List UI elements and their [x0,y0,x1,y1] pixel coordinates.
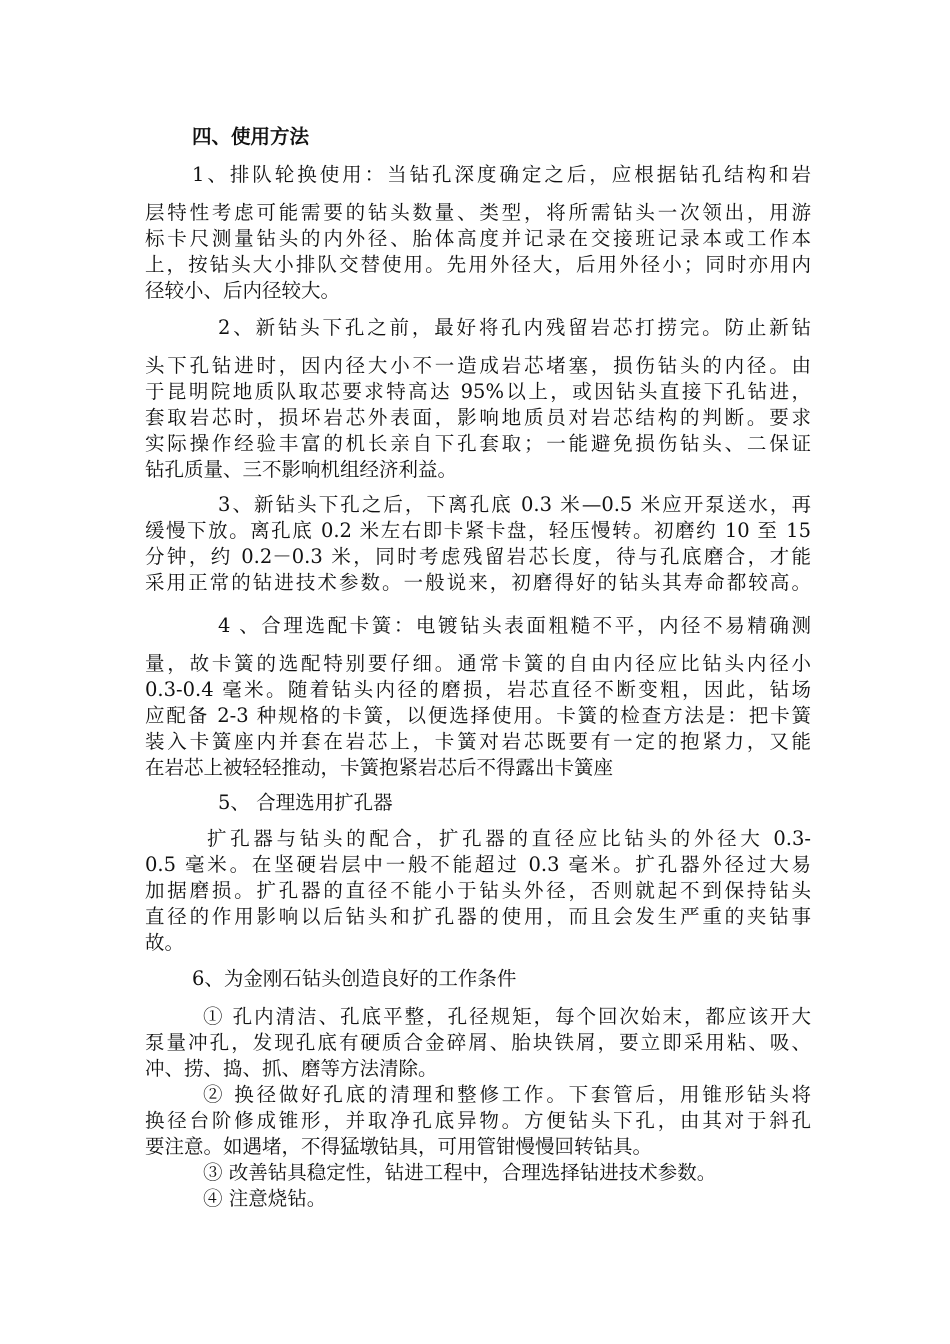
section-title: 四、使用方法 [192,125,310,148]
item-4-line-4: 应配备 2-3 种规格的卡簧，以便选择使用。卡簧的检查方法是：把卡簧 [145,704,811,727]
item-5-line-5: 故。 [145,931,185,954]
item-2-line-6: 钻孔质量、三不影响机组经济利益。 [145,458,458,481]
item-4-line-2: 量，故卡簧的选配特别要仔细。通常卡簧的自由内径应比钻头内径小 [145,652,811,675]
item-4-line-3: 0.3-0.4 毫米。随着钻头内径的磨损，岩芯直径不断变粗，因此，钻场 [145,678,811,701]
item-5-line-1: 扩孔器与钻头的配合，扩孔器的直径应比钻头的外径大 0.3- [207,827,811,850]
item-6-line-7: ③ 改善钻具稳定性，钻进工程中，合理选择钻进技术参数。 [203,1161,717,1184]
item-5-line-3: 加据磨损。扩孔器的直径不能小于钻头外径，否则就起不到保持钻头 [145,879,811,902]
item-3-line-1: 3、新钻头下孔之后，下离孔底 0.3 米—0.5 米应开泵送水，再 [218,493,811,516]
item-1-line-5: 径较小、后内径较大。 [145,279,341,302]
item-2-line-4: 套取岩芯时，损坏岩芯外表面，影响地质员对岩芯结构的判断。要求 [145,406,811,429]
item-3-line-4: 采用正常的钻进技术参数。一般说来，初磨得好的钻头其寿命都较高。 [145,571,811,594]
item-2-line-2: 头下孔钻进时，因内径大小不一造成岩芯堵塞，损伤钻头的内径。由 [145,354,811,377]
item-5-heading: 5、 合理选用扩孔器 [218,791,393,814]
item-2-line-3: 于昆明院地质队取芯要求特高达 95%以上，或因钻头直接下孔钻进， [145,380,811,403]
item-1-line-1: 1、排队轮换使用：当钻孔深度确定之后，应根据钻孔结构和岩 [192,163,811,186]
item-6-line-1: ① 孔内清洁、孔底平整，孔径规矩，每个回次始末，都应该开大 [203,1005,811,1028]
item-6-line-3: 冲、捞、捣、抓、磨等方法清除。 [145,1057,438,1080]
item-1-line-4: 上，按钻头大小排队交替使用。先用外径大，后用外径小；同时亦用内 [145,253,811,276]
item-6-line-5: 换径台阶修成锥形，并取净孔底异物。方便钻头下孔，由其对于斜孔 [145,1109,811,1132]
item-2-line-1: 2、新钻头下孔之前，最好将孔内残留岩芯打捞完。防止新钻 [218,316,811,339]
item-6-heading: 6、为金刚石钻头创造良好的工作条件 [192,967,517,990]
item-1-line-3: 标卡尺测量钻头的内外径、胎体高度并记录在交接班记录本或工作本 [145,227,811,250]
item-5-line-2: 0.5 毫米。在坚硬岩层中一般不能超过 0.3 毫米。扩孔器外径过大易 [145,853,811,876]
item-4-line-5: 装入卡簧座内并套在岩芯上，卡簧对岩芯既要有一定的抱紧力，又能 [145,730,811,753]
item-5-line-4: 直径的作用影响以后钻头和扩孔器的使用，而且会发生严重的夹钻事 [145,905,811,928]
item-4-line-6: 在岩芯上被轻轻推动，卡簧抱紧岩芯后不得露出卡簧座 [145,756,614,779]
item-6-line-6: 要注意。如遇堵，不得猛墩钻具，可用管钳慢慢回转钻具。 [145,1135,653,1158]
item-3-line-3: 分钟，约 0.2－0.3 米，同时考虑残留岩芯长度，待与孔底磨合，才能 [145,545,811,568]
item-6-line-2: 泵量冲孔，发现孔底有硬质合金碎屑、胎块铁屑，要立即采用粘、吸、 [145,1031,811,1054]
item-6-line-8: ④ 注意烧钻。 [203,1187,327,1210]
item-1-line-2: 层特性考虑可能需要的钻头数量、类型，将所需钻头一次领出，用游 [145,201,811,224]
item-4-line-1: 4 、合理选配卡簧：电镀钻头表面粗糙不平，内径不易精确测 [218,614,811,637]
item-2-line-5: 实际操作经验丰富的机长亲自下孔套取；一能避免损伤钻头、二保证 [145,432,811,455]
item-3-line-2: 缓慢下放。离孔底 0.2 米左右即卡紧卡盘，轻压慢转。初磨约 10 至 15 [145,519,811,542]
item-6-line-4: ② 换径做好孔底的清理和整修工作。下套管后，用锥形钻头将 [203,1083,811,1106]
